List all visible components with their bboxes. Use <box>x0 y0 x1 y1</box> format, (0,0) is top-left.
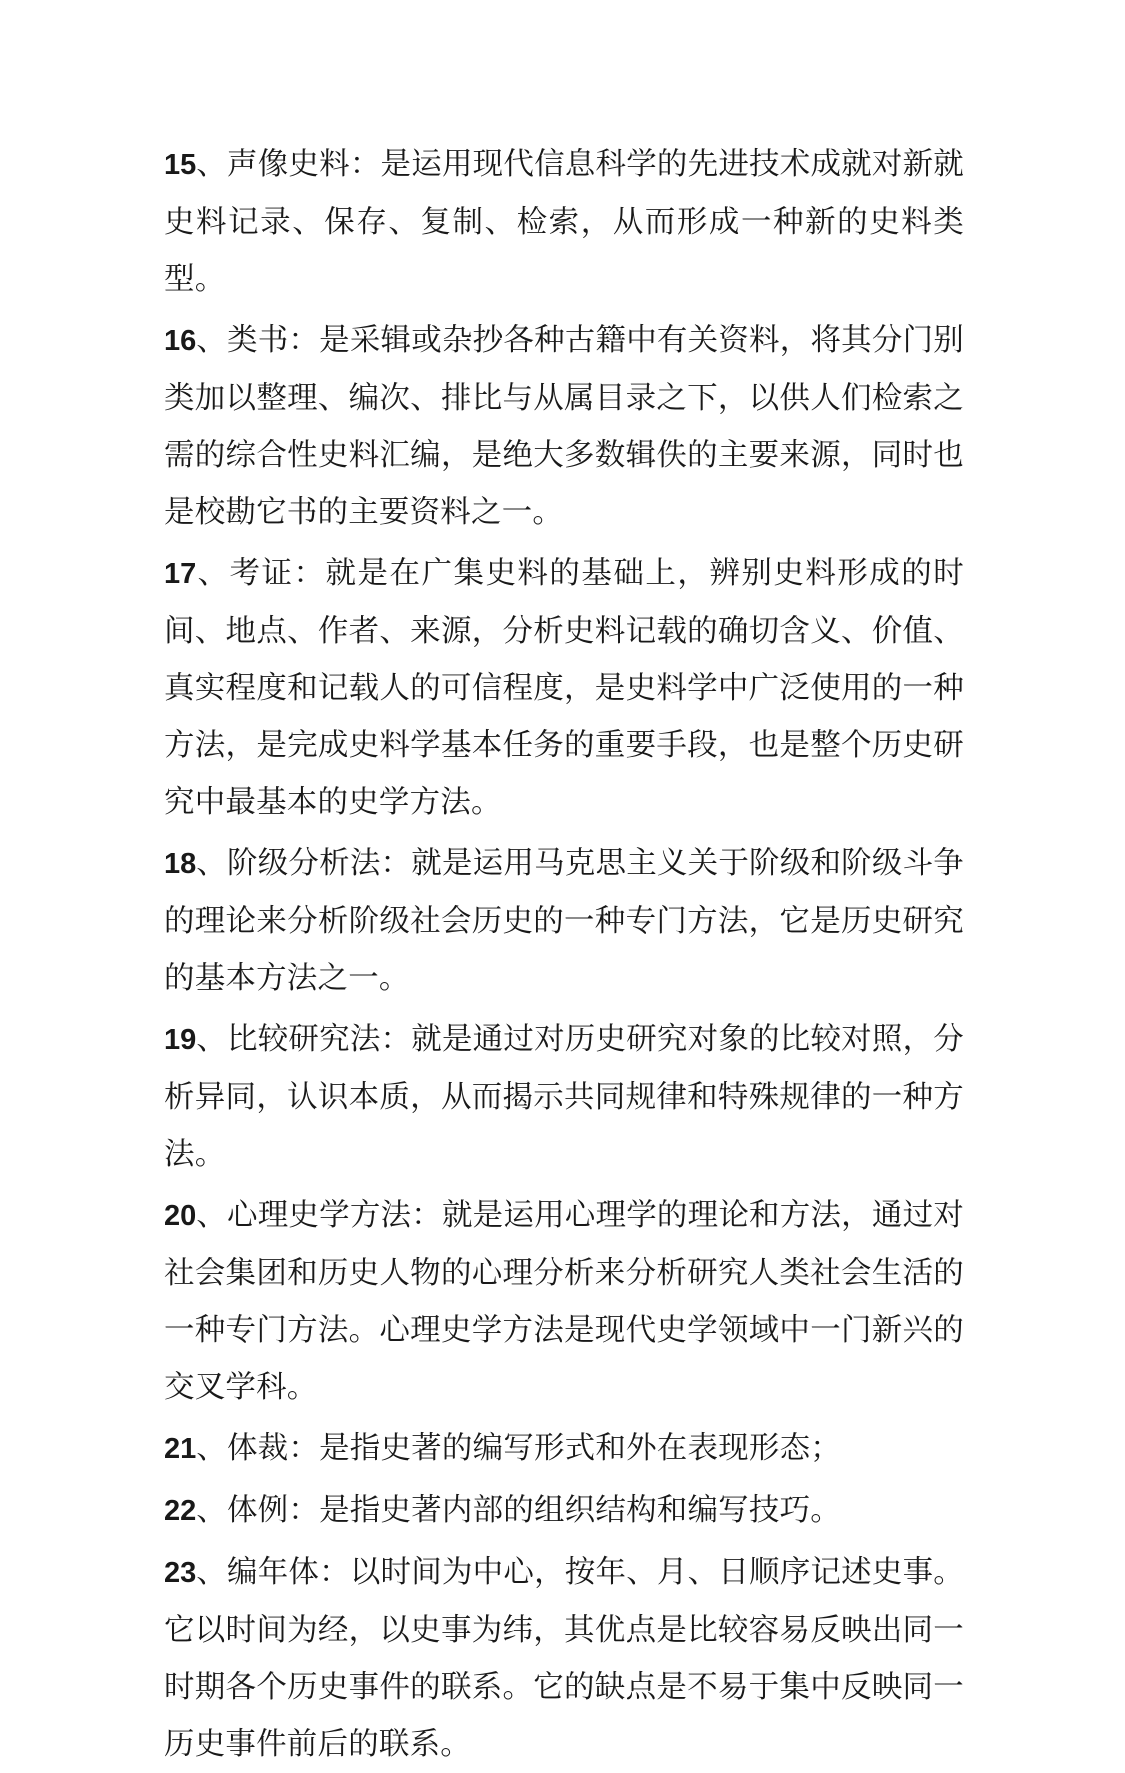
definition-entry-22: 22、体例：是指史著内部的组织结构和编写技巧。 <box>164 1493 841 1528</box>
definition-entry-23: 23、编年体：以时间为中心，按年、月、日顺序记述史事。它以时间为经，以史事为纬，其优点是比较容易反映出同一时期各个历史事件的联系。它的缺点是不易于集中反映同一历史事件前后的联系。 <box>164 1555 964 1762</box>
definition-entry-21: 21、体裁：是指史著的编写形式和外在表现形态； <box>164 1431 841 1466</box>
definition-entry-18: 18、阶级分析法：就是运用马克思主义关于阶级和阶级斗争的理论来分析阶级社会历史的一种专门方法，它是历史研究的基本方法之一。 <box>164 846 964 996</box>
definition-entry-17: 17、考证：就是在广集史料的基础上，辨别史料形成的时间、地点、作者、来源，分析史料记载的确切含义、价值、真实程度和记载人的可信程度，是史料学中广泛使用的一种方法，是完成史料学基本任务的重要手段，也是整个历史研究中最基本的史学方法。 <box>164 556 964 820</box>
definition-entry-16: 16、类书：是采辑或杂抄各种古籍中有关资料，将其分门别类加以整理、编次、排比与从属目录之下，以供人们检索之需的综合性史料汇编，是绝大多数辑佚的主要来源，同时也是校勘它书的主要资料之一。 <box>164 323 964 530</box>
definition-entry-19: 19、比较研究法：就是通过对历史研究对象的比较对照，分析异同，认识本质，从而揭示共同规律和特殊规律的一种方法。 <box>164 1022 964 1172</box>
document-body <box>164 136 964 1773</box>
definition-entry-20: 20、心理史学方法：就是运用心理学的理论和方法，通过对社会集团和历史人物的心理分析来分析研究人类社会生活的一种专门方法。心理史学方法是现代史学领域中一门新兴的交叉学科。 <box>164 1198 964 1405</box>
definition-entry-15: 15、声像史料：是运用现代信息科学的先进技术成就对新就史料记录、保存、复制、检索，从而形成一种新的史料类型。 <box>164 147 964 297</box>
